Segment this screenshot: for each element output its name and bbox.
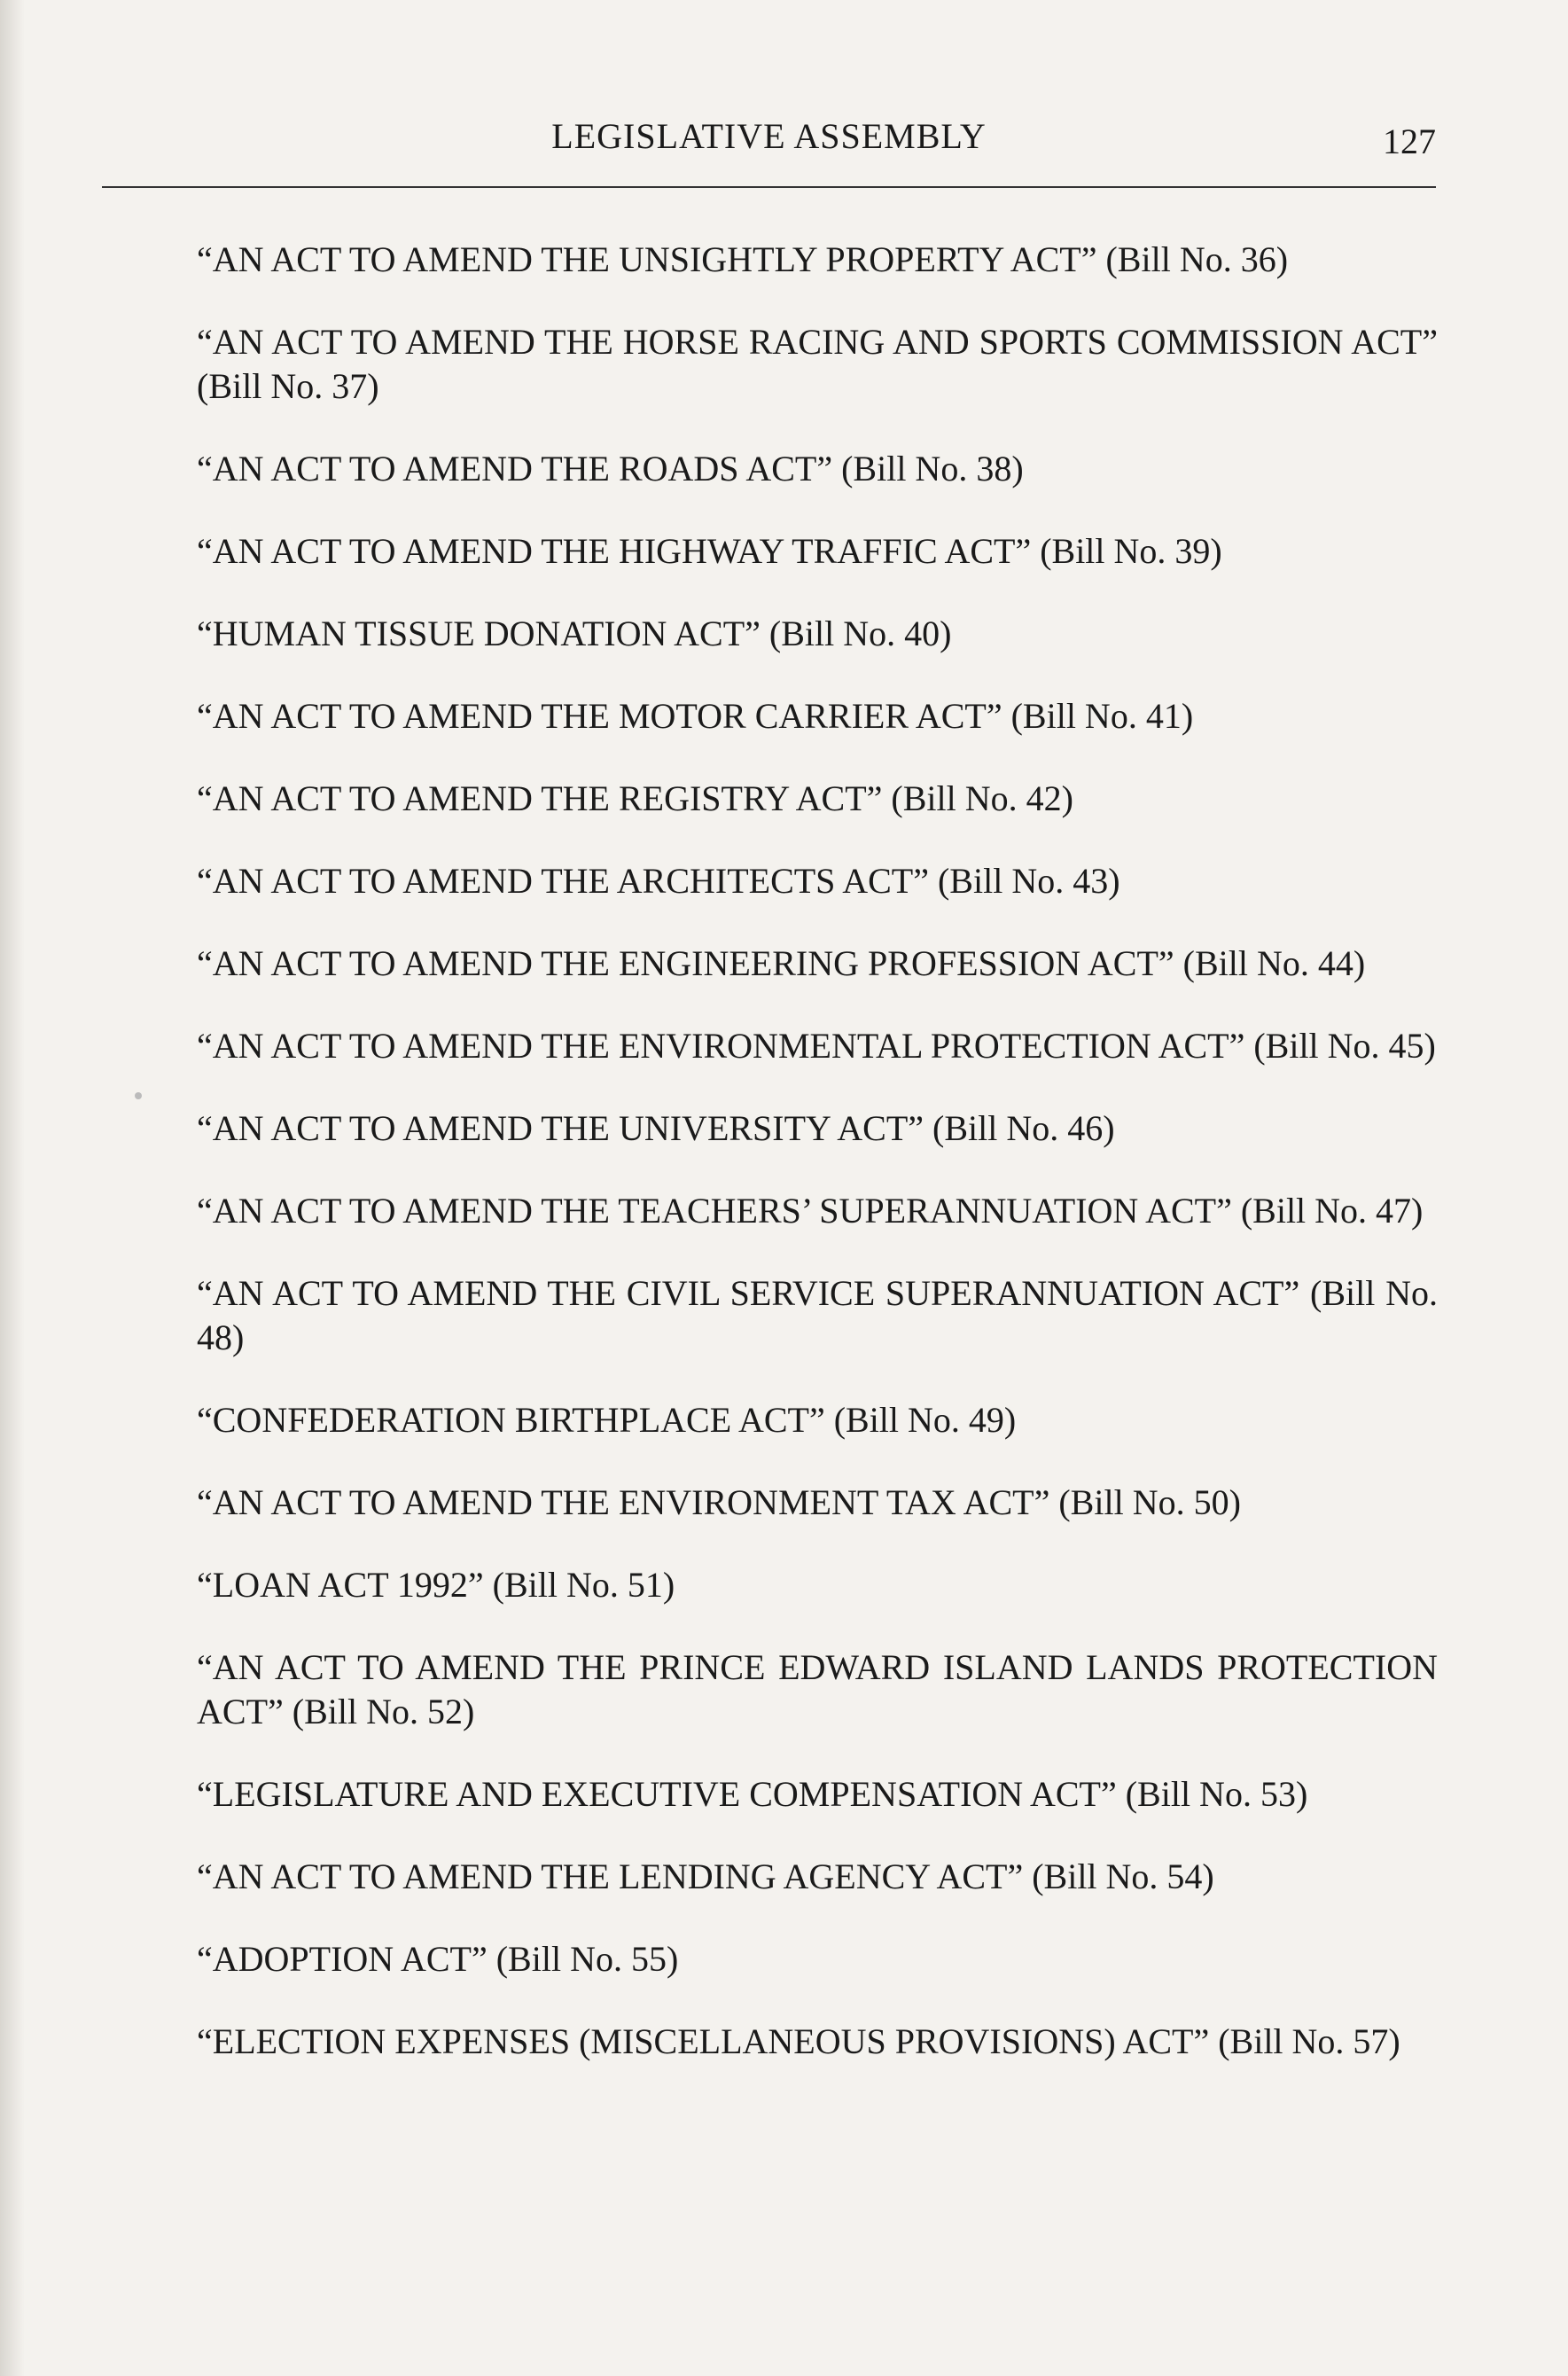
bill-list xyxy=(197,238,1438,2102)
running-head: LEGISLATIVE ASSEMBLY xyxy=(551,116,987,156)
bill-entry: “AN ACT TO AMEND THE MOTOR CARRIER ACT” (Bill No. 41) xyxy=(197,696,1194,736)
bill-entry: “AN ACT TO AMEND THE CIVIL SERVICE SUPERANNUATION ACT” (Bill No. 48) xyxy=(197,1273,1438,1357)
bill-entry: “AN ACT TO AMEND THE UNSIGHTLY PROPERTY ACT” (Bill No. 36) xyxy=(197,239,1289,279)
bill-entry: “AN ACT TO AMEND THE ROADS ACT” (Bill No. 38) xyxy=(197,449,1024,488)
bill-entry: “AN ACT TO AMEND THE HORSE RACING AND SPORTS COMMISSION ACT” (Bill No. 37) xyxy=(197,322,1438,406)
bill-entry: “AN ACT TO AMEND THE UNIVERSITY ACT” (Bill No. 46) xyxy=(197,1108,1115,1148)
page-header xyxy=(102,115,1436,168)
bill-entry: “AN ACT TO AMEND THE ENGINEERING PROFESSION ACT” (Bill No. 44) xyxy=(197,943,1366,983)
bill-entry: “CONFEDERATION BIRTHPLACE ACT” (Bill No. 49) xyxy=(197,1400,1017,1440)
bill-entry: “AN ACT TO AMEND THE ENVIRONMENTAL PROTECTION ACT” (Bill No. 45) xyxy=(197,1026,1436,1066)
page-number: 127 xyxy=(1383,121,1436,161)
bill-entry: “LOAN ACT 1992” (Bill No. 51) xyxy=(197,1565,675,1605)
bill-entry: “LEGISLATURE AND EXECUTIVE COMPENSATION ACT” (Bill No. 53) xyxy=(197,1774,1308,1814)
bill-entry: “ADOPTION ACT” (Bill No. 55) xyxy=(197,1939,679,1979)
page-edge-shadow xyxy=(0,0,25,2376)
bill-entry: “AN ACT TO AMEND THE TEACHERS’ SUPERANNUATION ACT” (Bill No. 47) xyxy=(197,1191,1424,1231)
bill-entry: “AN ACT TO AMEND THE ARCHITECTS ACT” (Bill No. 43) xyxy=(197,861,1120,901)
bill-entry: “ELECTION EXPENSES (MISCELLANEOUS PROVISIONS) ACT” (Bill No. 57) xyxy=(197,2021,1400,2061)
bill-entry: “AN ACT TO AMEND THE HIGHWAY TRAFFIC ACT” (Bill No. 39) xyxy=(197,531,1222,571)
margin-mark xyxy=(135,1092,142,1099)
bill-entry: “AN ACT TO AMEND THE REGISTRY ACT” (Bill No. 42) xyxy=(197,778,1073,818)
header-rule xyxy=(102,186,1436,188)
bill-entry: “AN ACT TO AMEND THE ENVIRONMENT TAX ACT” (Bill No. 50) xyxy=(197,1482,1241,1522)
bill-entry: “AN ACT TO AMEND THE LENDING AGENCY ACT” (Bill No. 54) xyxy=(197,1856,1214,1896)
bill-entry: “HUMAN TISSUE DONATION ACT” (Bill No. 40) xyxy=(197,614,952,653)
bill-entry: “AN ACT TO AMEND THE PRINCE EDWARD ISLAND LANDS PROTECTION ACT” (Bill No. 52) xyxy=(197,1647,1438,1731)
